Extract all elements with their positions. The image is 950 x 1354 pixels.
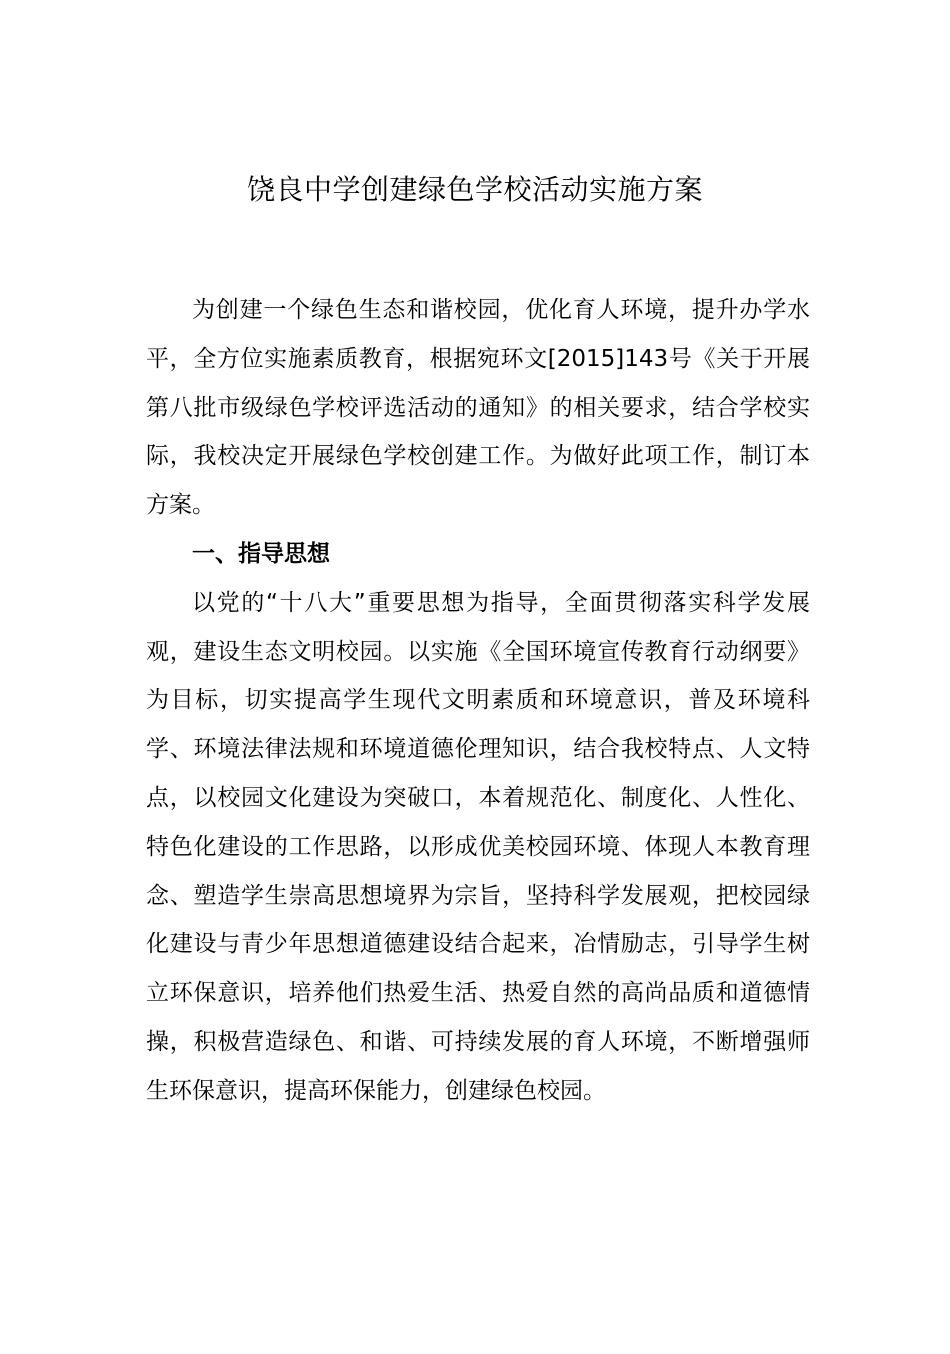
document-body: [146, 286, 810, 1116]
document-title: 饶良中学创建绿色学校活动实施方案: [246, 173, 703, 206]
section-paragraph-guiding-ideology: 以党的“十八大”重要思想为指导，全面贯彻落实科学发展观，建设生态文明校园。以实施《全国环境宣传教育行动纲要》为目标，切实提高学生现代文明素质和环境意识，普及环境科学、环境法律法规和环境道德伦理知识，结合我校特点、人文特点，以校园文化建设为突破口，本着规范化、制度化、人性化、特色化建设的工作思路，以形成优美校园环境、体现人本教育理念、塑造学生崇高思想境界为宗旨，坚持科学发展观，把校园绿化建设与青少年思想道德建设结合起来，冶情励志，引导学生树立环保意识，培养他们热爱生活、热爱自然的高尚品质和道德情操，积极营造绿色、和谐、可持续发展的育人环境，不断增强师生环保意识，提高环保能力，创建绿色校园。: [146, 589, 810, 1104]
section-heading-guiding-ideology: 一、指导思想: [192, 540, 330, 567]
intro-paragraph: 为创建一个绿色生态和谐校园，优化育人环境，提升办学水平，全方位实施素质教育，根据宛环文[2015]143号《关于开展第八批市级绿色学校评选活动的通知》的相关要求，结合学校实际，我校决定开展绿色学校创建工作。为做好此项工作，制订本方案。: [146, 297, 810, 519]
